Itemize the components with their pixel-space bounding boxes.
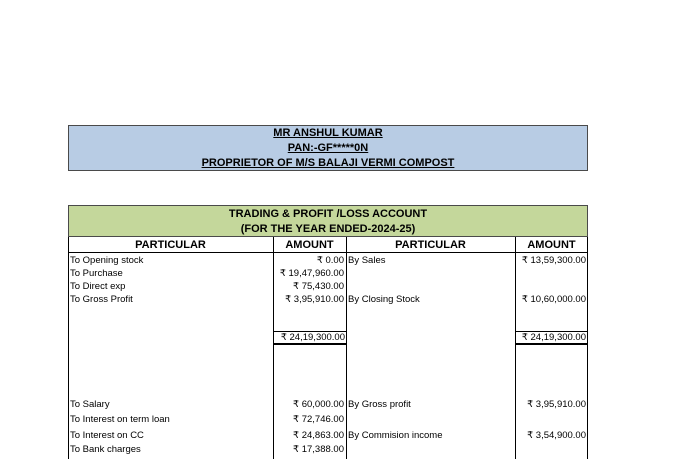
pl-debit-label: To Interest on term loan xyxy=(70,414,170,425)
pl-debit-label: To Interest on CC xyxy=(70,430,144,441)
grid-line xyxy=(587,237,588,459)
trading-debit-amount: ₹ 3,95,910.00 xyxy=(285,294,344,305)
pl-debit-label: To Bank charges xyxy=(70,444,141,455)
grid-line xyxy=(346,237,347,459)
trading-total-debit: ₹ 24,19,300.00 xyxy=(273,331,347,345)
trading-credit-amount: ₹ 13,59,300.00 xyxy=(521,255,586,266)
account-title-band xyxy=(68,205,588,237)
proprietor-header xyxy=(68,125,588,171)
proprietor-name: MR ANSHUL KUMAR xyxy=(273,127,383,139)
trading-debit-label: To Gross Profit xyxy=(70,294,133,305)
pl-credit-label: By Gross profit xyxy=(348,399,411,410)
account-title: TRADING & PROFIT /LOSS ACCOUNT xyxy=(228,208,428,220)
pl-credit-amount: ₹ 3,54,900.00 xyxy=(527,430,586,441)
trading-credit-label: By Closing Stock xyxy=(348,294,420,305)
trading-credit-label: By Sales xyxy=(348,255,386,266)
trading-debit-amount: ₹ 19,47,960.00 xyxy=(279,268,344,279)
trading-debit-label: To Direct exp xyxy=(70,281,126,292)
trading-debit-amount: ₹ 75,430.00 xyxy=(293,281,344,292)
trading-total-credit: ₹ 24,19,300.00 xyxy=(515,331,588,345)
trading-debit-label: To Opening stock xyxy=(70,255,144,266)
col-header-particular-credit: PARTICULAR xyxy=(346,237,515,253)
col-header-amount-debit: AMOUNT xyxy=(273,237,346,253)
trading-debit-label: To Purchase xyxy=(70,268,123,279)
trading-credit-amount: ₹ 10,60,000.00 xyxy=(521,294,586,305)
pl-debit-amount: ₹ 60,000.00 xyxy=(293,399,344,410)
pl-debit-amount: ₹ 24,863.00 xyxy=(293,430,344,441)
account-period: (FOR THE YEAR ENDED-2024-25) xyxy=(240,223,416,235)
trading-debit-amount: ₹ 0.00 xyxy=(316,255,344,266)
grid-line xyxy=(515,237,516,459)
firm-name: PROPRIETOR OF M/S BALAJI VERMI COMPOST xyxy=(201,157,455,169)
pl-debit-amount: ₹ 72,746.00 xyxy=(293,414,344,425)
col-header-amount-credit: AMOUNT xyxy=(515,237,588,253)
trading-pl-account-sheet xyxy=(68,205,588,459)
pl-credit-label: By Commision income xyxy=(348,430,443,441)
pan-number: PAN:-GF*****0N xyxy=(287,142,369,154)
pl-credit-amount: ₹ 3,95,910.00 xyxy=(527,399,586,410)
col-header-particular-debit: PARTICULAR xyxy=(68,237,273,253)
pl-debit-amount: ₹ 17,388.00 xyxy=(293,444,344,455)
pl-debit-label: To Salary xyxy=(70,399,110,410)
